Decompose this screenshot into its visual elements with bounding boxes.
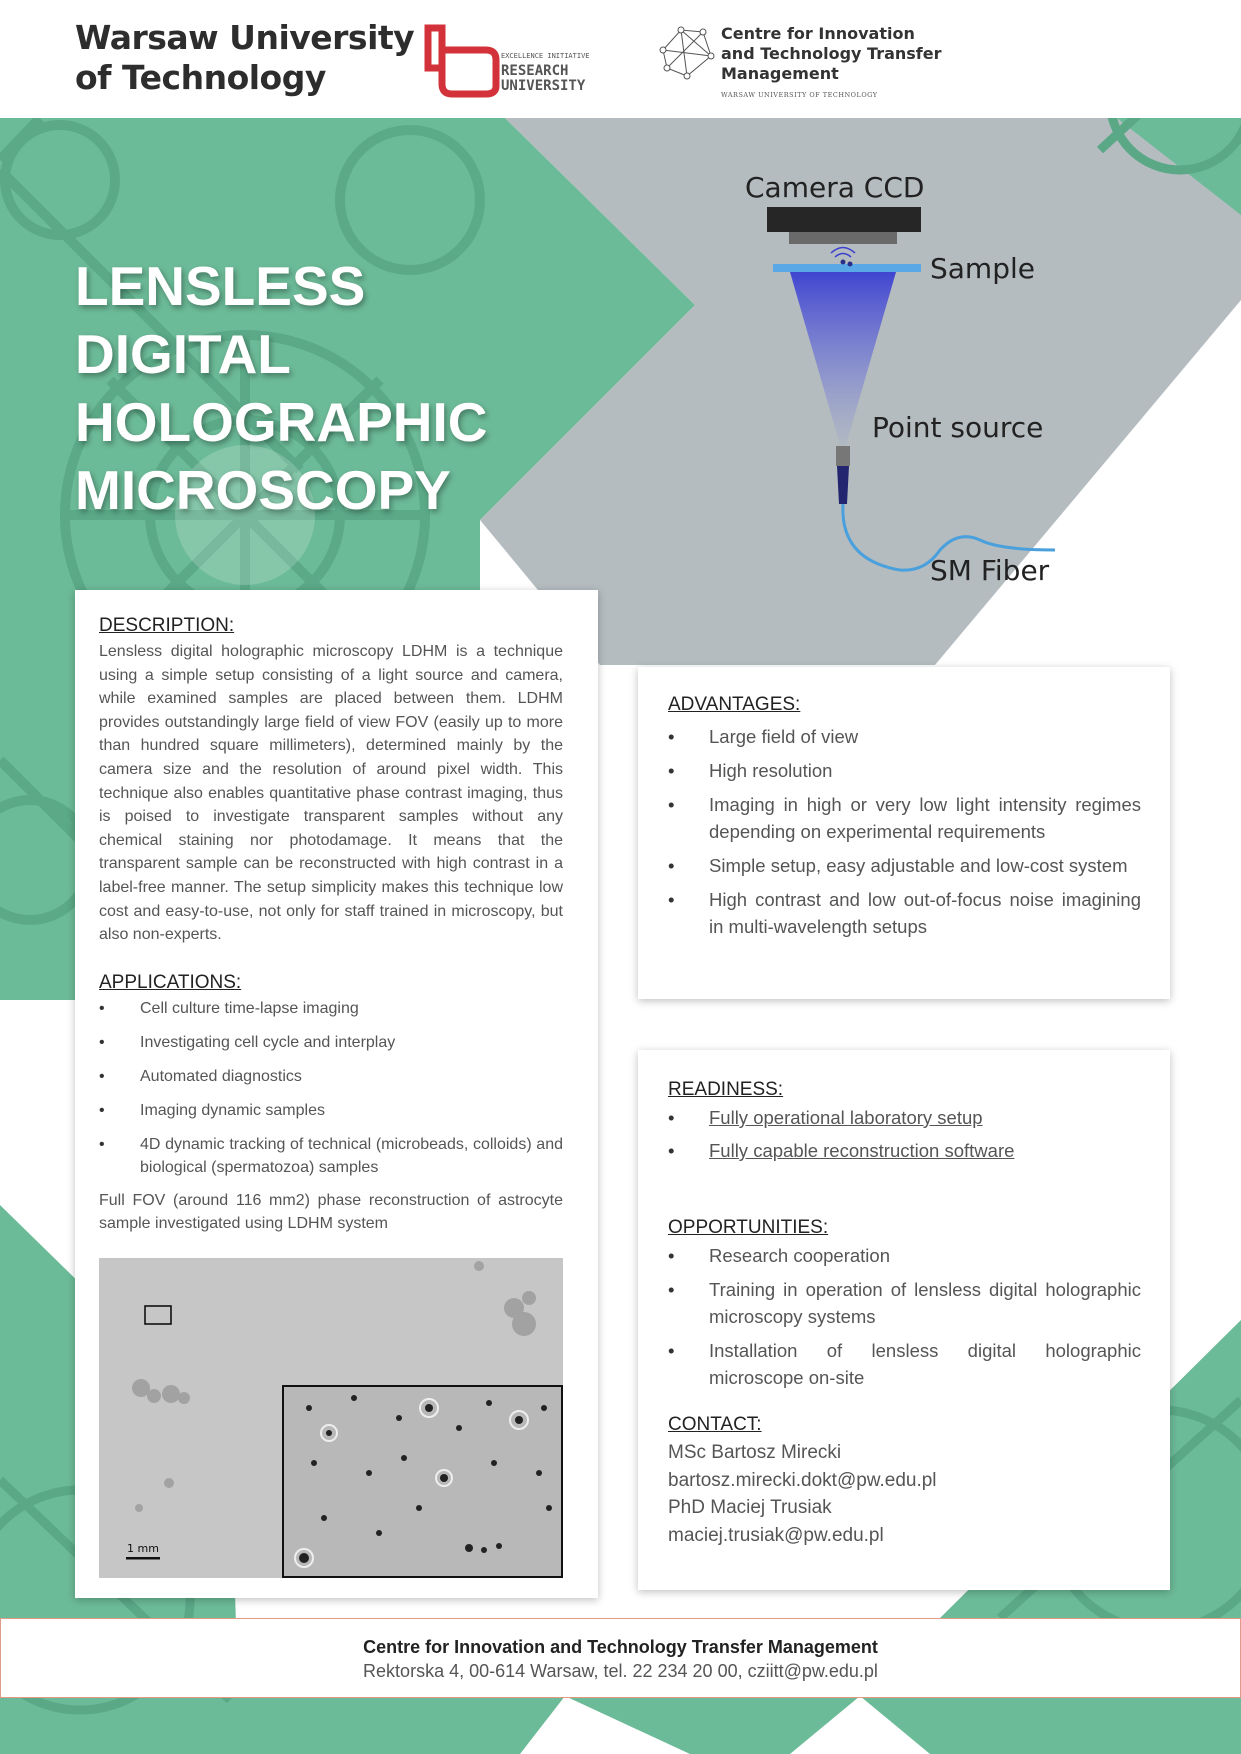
list-item: • Cell culture time-lapse imaging [99,997,563,1020]
list-item: • Installation of lensless digital holographic microscope on-site [668,1337,1141,1391]
sm-fiber-label: SM Fiber [930,554,1050,587]
list-item: • Training in operation of lensless digital holographic microscopy systems [668,1276,1141,1330]
scale-bar-label: 1 mm [127,1542,159,1555]
list-item: • Research cooperation [668,1242,1141,1269]
warsaw-university-logo: Warsaw University of Technology [75,18,415,97]
contact-email[interactable]: maciej.trusiak@pw.edu.pl [668,1524,884,1546]
description-heading: DESCRIPTION: [99,615,235,636]
description-text: Lensless digital holographic microscopy LDHM is a technique using a simple setup consisting of a light source and camera, while examined samples are placed between them. LDHM provides outstandingly large field of view FOV (easily up to more than hundred square millimeters), determined mainly by the camera size and the resolution of around pixel width. This technique also enables quantitative phase contrast imaging, thus is poised to investigate transparent samples without any chemical staining nor photodamage. It means that the transparent sample can be reconstructed with high contrast in a label-free manner. The setup simplicity makes this technique low cost and easy-to-use, not only for staff trained in microscopy, but also non-experts. [99,643,563,944]
citt-logo-subtitle: WARSAW UNIVERSITY OF TECHNOLOGY [721,91,878,99]
advantages-list [668,723,1141,940]
camera-label: Camera CCD [745,171,925,204]
list-item: • Imaging dynamic samples [99,1099,563,1122]
readiness-heading: READINESS: [668,1079,784,1100]
footer-bar [0,1618,1241,1698]
contact-name: MSc Bartosz Mirecki [668,1442,842,1463]
opportunities-list [668,1242,1141,1391]
contact-heading: CONTACT: [668,1414,762,1435]
sample-slide [773,264,921,272]
advantages-panel [638,667,1170,999]
camera-body [767,207,921,232]
fiber-ferrule [837,466,849,504]
list-item: • Large field of view [668,723,1141,750]
opportunities-heading: OPPORTUNITIES: [668,1217,829,1238]
contact-block [668,1439,1141,1549]
camera-sensor [789,232,897,244]
readiness-panel [638,1050,1170,1590]
list-item: • Imaging in high or very low light intensity regimes depending on experimental requirements [668,791,1141,845]
applications-heading: APPLICATIONS: [99,971,242,993]
description-panel [75,590,598,1598]
list-item: • Automated diagnostics [99,1065,563,1088]
list-item: • High contrast and low out-of-focus noise imagining in multi-wavelength setups [668,886,1141,940]
readiness-item-link[interactable]: Fully capable reconstruction software [709,1140,1015,1161]
list-item: • Investigating cell cycle and interplay [99,1031,563,1054]
readiness-item-link[interactable]: Fully operational laboratory setup [709,1107,983,1128]
applications-list [99,997,563,1179]
list-item: • Simple setup, easy adjustable and low-cost system [668,852,1141,879]
citt-logo-text: Centre for Innovation and Technology Transfer Management [721,24,942,83]
poster-title: LENSLESS DIGITAL HOLOGRAPHIC MICROSCOPY [75,255,488,521]
advantages-heading: ADVANTAGES: [668,694,801,715]
sample-label: Sample [930,252,1035,285]
list-item [668,1104,1141,1131]
fiber-connector [836,446,850,466]
footer-organization: Centre for Innovation and Technology Transfer Management [363,1637,878,1657]
list-item: • 4D dynamic tracking of technical (microbeads, colloids) and biological (spermatozoa) samples [99,1133,563,1179]
scale-bar [126,1557,160,1560]
contact-name: PhD Maciej Trusiak [668,1497,832,1518]
figure-caption: Full FOV (around 116 mm2) phase reconstruction of astrocyte sample investigated using LDHM system [99,1191,563,1233]
microscopy-image [99,1258,563,1578]
idub-logo-text: EXCELLENCE INITIATIVE RESEARCH UNIVERSITY [501,52,590,94]
contact-email[interactable]: bartosz.mirecki.dokt@pw.edu.pl [668,1469,937,1491]
header-bar [0,0,1241,118]
list-item: • High resolution [668,757,1141,784]
list-item [668,1137,1141,1164]
setup-diagram [700,160,1090,600]
readiness-list [668,1104,1141,1164]
point-source-label: Point source [872,411,1044,444]
footer-address: Rektorska 4, 00-614 Warsaw, tel. 22 234 20 00, cziitt@pw.edu.pl [363,1661,878,1681]
